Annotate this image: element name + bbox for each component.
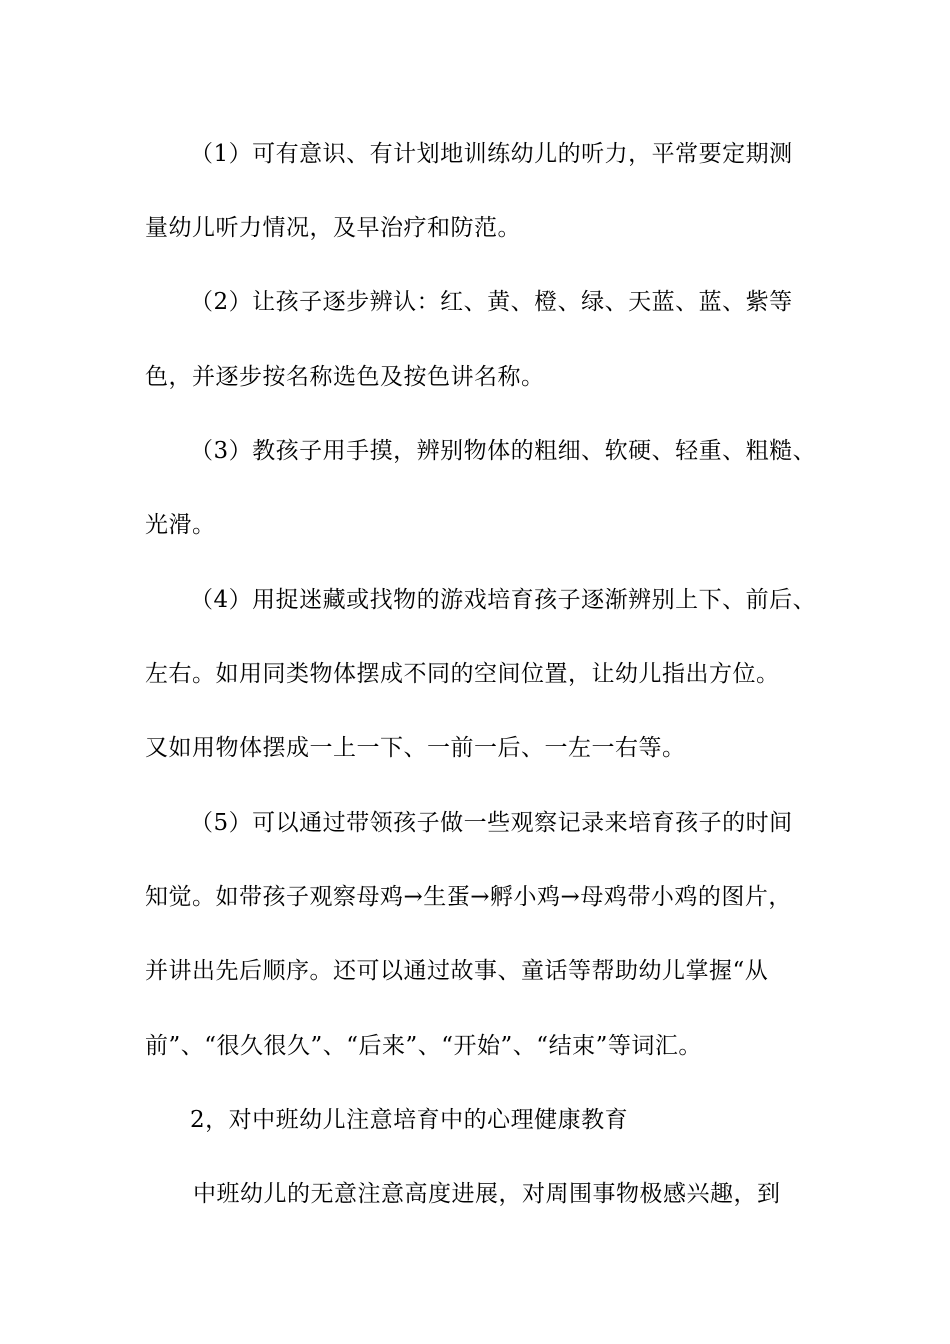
paragraph-1-line-2: 量幼儿听力情况，及早治疗和防范。 [145,215,521,241]
paragraph-2-line-2: 色，并逐步按名称选色及按色讲名称。 [145,364,545,390]
paragraph-2-line-1: （2）让孩子逐步辨认：红、黄、橙、绿、天蓝、蓝、紫等 [190,289,793,315]
paragraph-3-line-2: 光滑。 [145,512,216,538]
paragraph-5-line-4: 前”、“很久很久”、“后来”、“开始”、“结束”等词汇。 [145,1033,702,1059]
paragraph-5-line-3: 并讲出先后顺序。还可以通过故事、童话等帮助幼儿掌握“从 [145,958,769,984]
paragraph-4-line-1: （4）用捉迷藏或找物的游戏培育孩子逐渐辨别上下、前后、 [190,587,817,613]
paragraph-6-line-1: 中班幼儿的无意注意高度进展，对周围事物极感兴趣，到 [193,1181,781,1207]
paragraph-5-line-2: 知觉。如带孩子观察母鸡→生蛋→孵小鸡→母鸡带小鸡的图片， [145,884,792,910]
section-heading: 2，对中班幼儿注意培育中的心理健康教育 [190,1107,629,1133]
paragraph-4-line-3: 又如用物体摆成一上一下、一前一后、一左一右等。 [145,735,686,761]
paragraph-3-line-1: （3）教孩子用手摸，辨别物体的粗细、软硬、轻重、粗糙、 [190,438,817,464]
paragraph-5-line-1: （5）可以通过带领孩子做一些观察记录来培育孩子的时间 [190,810,793,836]
paragraph-4-line-2: 左右。如用同类物体摆成不同的空间位置，让幼儿指出方位。 [145,661,780,687]
paragraph-1-line-1: （1）可有意识、有计划地训练幼儿的听力，平常要定期测 [190,141,793,167]
